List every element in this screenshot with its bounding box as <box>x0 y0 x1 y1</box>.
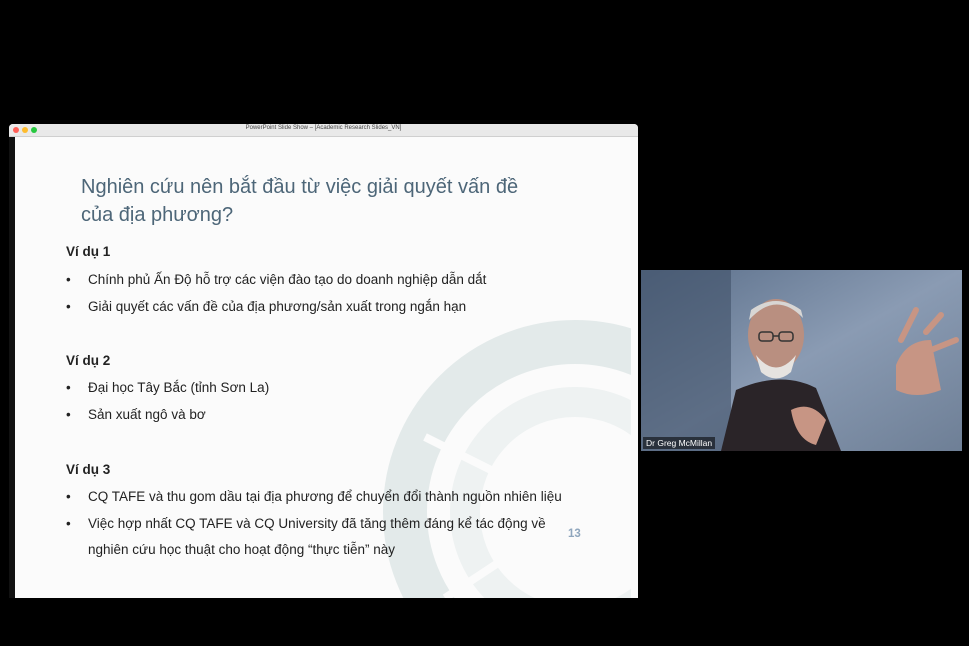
bullet-item <box>66 375 576 401</box>
slideshow-window <box>9 124 638 598</box>
bullet-dot: • <box>66 272 71 287</box>
bullet-item <box>66 511 546 563</box>
bullet-text: Giải quyết các vấn đề của địa phương/sản xuất trong ngắn hạn <box>88 299 467 314</box>
section-heading-1: Ví dụ 1 <box>66 244 111 259</box>
section-heading-2: Ví dụ 2 <box>66 353 111 368</box>
bullet-item <box>66 484 576 510</box>
bullet-dot: • <box>66 380 71 395</box>
bullet-dot: • <box>66 516 71 531</box>
slide-title-line-2: của địa phương? <box>81 204 234 226</box>
participant-name-label: Dr Greg McMillan <box>643 437 715 449</box>
bullet-item <box>66 402 576 428</box>
section-heading-3: Ví dụ 3 <box>66 462 111 477</box>
participant-video-tile[interactable] <box>641 270 962 451</box>
bullet-dot: • <box>66 407 71 422</box>
slide-title <box>81 173 581 229</box>
bullet-dot: • <box>66 489 71 504</box>
bullet-text: CQ TAFE và thu gom dầu tại địa phương để chuyển đổi thành nguồn nhiên liệu <box>88 489 562 504</box>
slide-title-line-1: Nghiên cứu nên bắt đầu từ việc giải quyết vấn đề <box>81 176 519 198</box>
bullet-text: Việc hợp nhất CQ TAFE và CQ University đã tăng thêm đáng kể tác động về nghiên cứu học thuật cho hoạt động “thực tiễn” này <box>88 516 546 557</box>
bullet-text: Chính phủ Ấn Độ hỗ trợ các viện đào tạo do doanh nghiệp dẫn dắt <box>88 272 487 287</box>
window-titlebar[interactable] <box>9 124 638 137</box>
bullet-text: Đại học Tây Bắc (tỉnh Sơn La) <box>88 380 270 395</box>
slide-number: 13 <box>568 528 581 540</box>
bullet-item <box>66 267 576 293</box>
bullet-item <box>66 294 576 320</box>
speaker-video-feed <box>641 270 962 451</box>
presentation-slide[interactable] <box>15 137 631 598</box>
window-title: PowerPoint Slide Show – [Academic Research Slides_VN] <box>245 125 402 131</box>
bullet-dot: • <box>66 299 71 314</box>
bullet-text: Sản xuất ngô và bơ <box>88 407 206 422</box>
